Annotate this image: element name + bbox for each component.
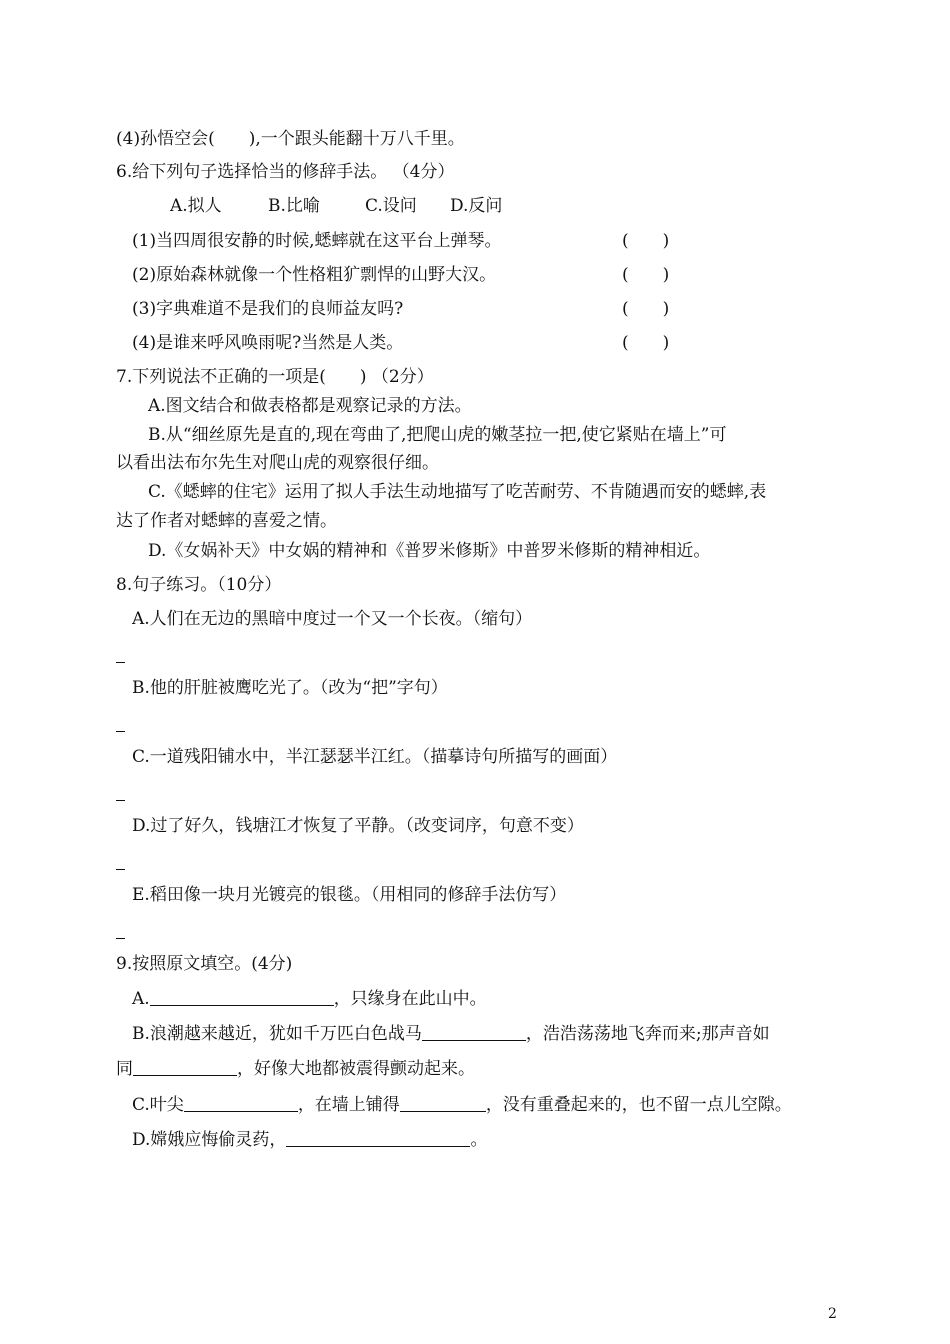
q8-answer-line-a[interactable] bbox=[116, 662, 125, 663]
q9-item-a bbox=[132, 988, 487, 1010]
q9-a-prefix: A. bbox=[132, 989, 150, 1009]
q7-option-c-line2: 达了作者对蟋蟀的喜爱之情。 bbox=[116, 511, 337, 531]
q8-item-d: D.过了好久，钱塘江才恢复了平静。（改变词序，句意不变） bbox=[132, 816, 584, 836]
q9-d-text-1: D.嫦娥应悔偷灵药， bbox=[132, 1130, 287, 1150]
q6-option-c: C.设问 bbox=[365, 196, 417, 216]
q8-item-a: A.人们在无边的黑暗中度过一个又一个长夜。（缩句） bbox=[132, 609, 533, 629]
q9-item-d bbox=[132, 1129, 487, 1151]
q6-answer-1: ( ) bbox=[622, 231, 670, 251]
q9-b-text-3: 同 bbox=[116, 1059, 133, 1079]
q9-title: 9.按照原文填空。(4分) bbox=[116, 954, 293, 974]
q7-option-b-line1: B.从“细丝原先是直的,现在弯曲了,把爬山虎的嫩茎拉一把,使它紧贴在墙上”可 bbox=[148, 425, 727, 445]
q6-answer-4: ( ) bbox=[622, 333, 670, 353]
q7-option-b-line2: 以看出法布尔先生对爬山虎的观察很仔细。 bbox=[116, 453, 439, 473]
q9-item-b-line1 bbox=[132, 1023, 770, 1045]
q9-b-blank-2[interactable] bbox=[133, 1059, 237, 1076]
q7-title: 7.下列说法不正确的一项是( ) （2分） bbox=[116, 367, 434, 387]
q6-option-a: A.拟人 bbox=[170, 196, 222, 216]
q6-option-b: B.比喻 bbox=[268, 196, 320, 216]
q9-c-text-3: ，没有重叠起来的，也不留一点儿空隙。 bbox=[485, 1095, 792, 1115]
q9-d-text-2: 。 bbox=[470, 1130, 488, 1150]
q8-answer-line-c[interactable] bbox=[116, 800, 125, 801]
q6-options bbox=[170, 195, 502, 217]
q9-item-b-line2 bbox=[116, 1058, 475, 1080]
q6-option-d: D.反问 bbox=[450, 196, 503, 216]
q9-b-blank-1[interactable] bbox=[422, 1024, 526, 1041]
q9-a-blank[interactable] bbox=[150, 989, 334, 1006]
q7-option-a: A.图文结合和做表格都是观察记录的方法。 bbox=[148, 396, 472, 416]
q9-b-text-2: ，浩浩荡荡地飞奔而来;那声音如 bbox=[525, 1024, 770, 1044]
q9-c-blank-2[interactable] bbox=[400, 1095, 486, 1112]
q9-c-blank-1[interactable] bbox=[184, 1095, 298, 1112]
q8-answer-line-d[interactable] bbox=[116, 869, 125, 870]
q6-item-1: (1)当四周很安静的时候,蟋蟀就在这平台上弹琴。 bbox=[132, 231, 502, 251]
q9-item-c bbox=[132, 1094, 792, 1116]
q6-item-3: (3)字典难道不是我们的良师益友吗? bbox=[132, 299, 404, 319]
q8-title: 8.句子练习。（10分） bbox=[116, 575, 282, 595]
q6-answer-3: ( ) bbox=[622, 299, 670, 319]
q6-item-2: (2)原始森林就像一个性格粗犷剽悍的山野大汉。 bbox=[132, 265, 497, 285]
q8-item-b: B.他的肝脏被鹰吃光了。（改为“把”字句） bbox=[132, 678, 448, 698]
q9-c-text-2: ，在墙上铺得 bbox=[297, 1095, 400, 1115]
q8-answer-line-b[interactable] bbox=[116, 731, 125, 732]
q6-item-4: (4)是谁来呼风唤雨呢?当然是人类。 bbox=[132, 333, 404, 353]
q9-a-suffix: ，只缘身在此山中。 bbox=[333, 989, 487, 1009]
q6-answer-2: ( ) bbox=[622, 265, 670, 285]
page-number: 2 bbox=[828, 1306, 837, 1322]
q8-item-e: E.稻田像一块月光镀亮的银毯。（用相同的修辞手法仿写） bbox=[132, 885, 567, 905]
q9-b-text-4: ，好像大地都被震得颤动起来。 bbox=[237, 1059, 475, 1079]
q8-item-c: C.一道残阳铺水中，半江瑟瑟半江红。（描摹诗句所描写的画面） bbox=[132, 747, 618, 767]
q5-item-4: (4)孙悟空会( ),一个跟头能翻十万八千里。 bbox=[116, 129, 465, 149]
q9-b-text-1: B.浪潮越来越近，犹如千万匹白色战马 bbox=[132, 1024, 422, 1044]
q7-option-d: D.《女娲补天》中女娲的精神和《普罗米修斯》中普罗米修斯的精神相近。 bbox=[148, 541, 711, 561]
q9-d-blank[interactable] bbox=[286, 1130, 470, 1147]
q6-title: 6.给下列句子选择恰当的修辞手法。 （4分） bbox=[116, 162, 455, 182]
q7-option-c-line1: C.《蟋蟀的住宅》运用了拟人手法生动地描写了吃苦耐劳、不肯随遇而安的蟋蟀,表 bbox=[148, 482, 767, 502]
q9-c-text-1: C.叶尖 bbox=[132, 1095, 184, 1115]
q8-answer-line-e[interactable] bbox=[116, 938, 125, 939]
